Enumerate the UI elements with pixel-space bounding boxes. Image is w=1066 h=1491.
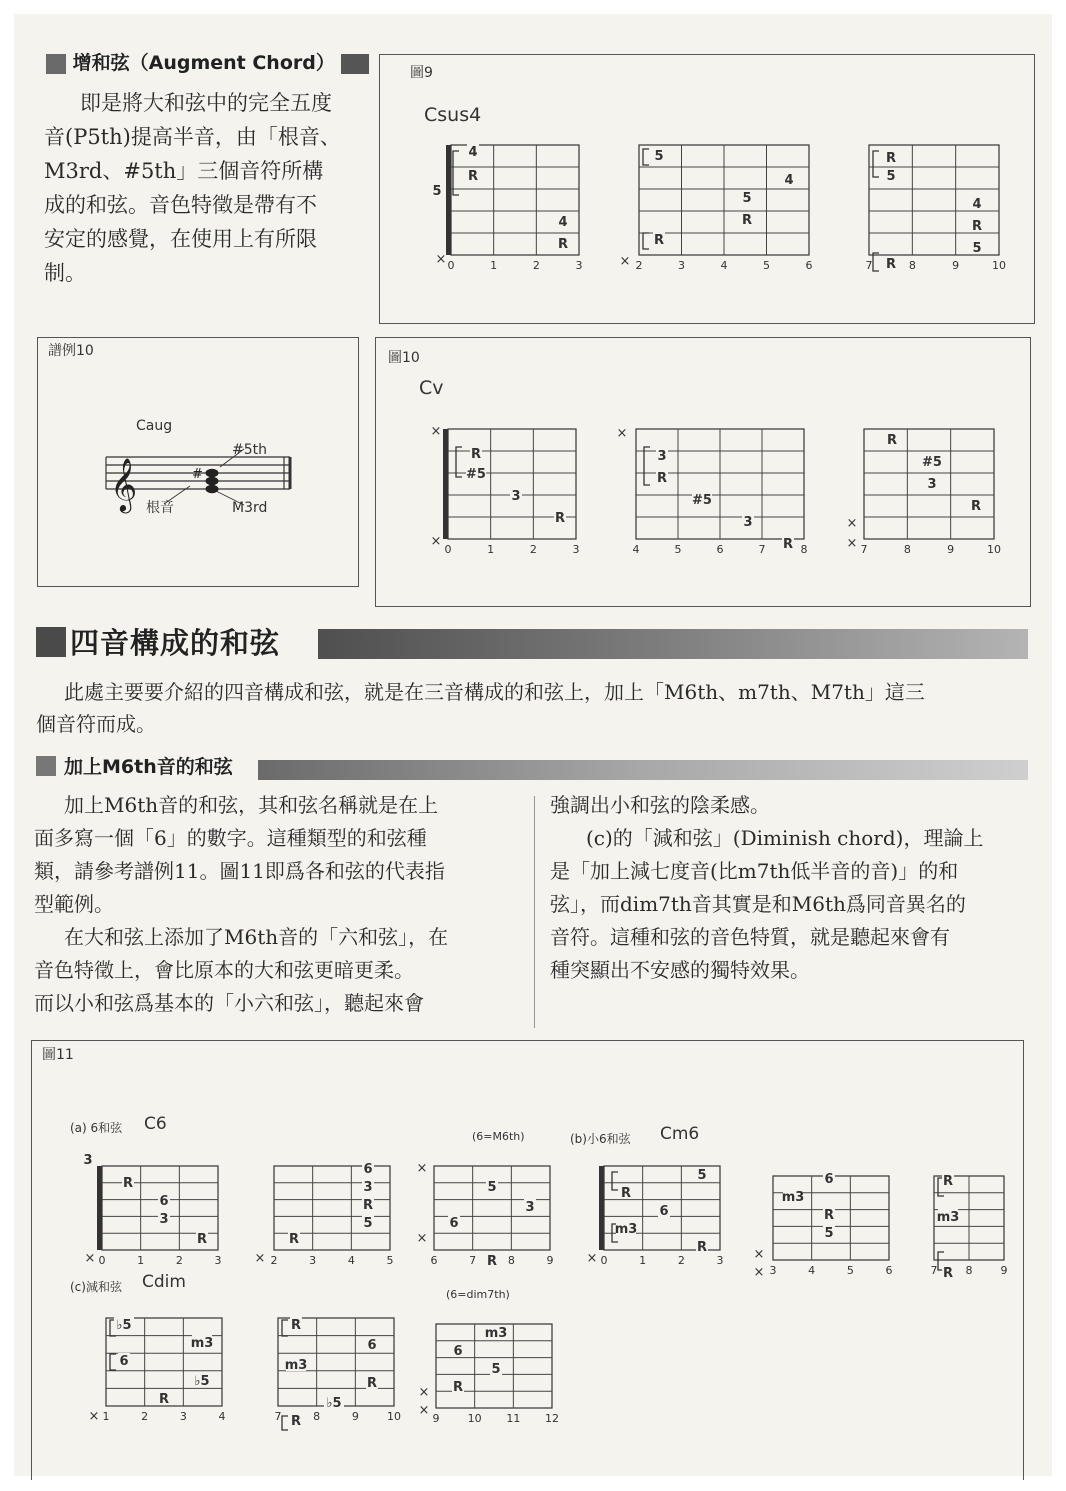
fret-number: 0 <box>447 259 455 272</box>
fret-number: 4 <box>808 1264 816 1277</box>
figure-9-chord-name: Csus4 <box>424 104 482 126</box>
fret-number: 7 <box>469 1254 477 1267</box>
fret-number: 1 <box>487 543 495 556</box>
muted-string-mark: × <box>586 1251 598 1266</box>
muted-string-mark: × <box>84 1251 96 1266</box>
finger-dot: m3 <box>781 1190 805 1205</box>
finger-dot: R <box>782 537 794 552</box>
fret-number: 10 <box>387 1410 401 1423</box>
finger-dot: 4 <box>558 215 568 230</box>
fig9-diagram-1 <box>419 127 589 282</box>
cdim-diagram-1 <box>72 1294 226 1424</box>
finger-dot: R <box>362 1198 374 1213</box>
finger-dot: 6 <box>367 1338 377 1353</box>
muted-string-mark: × <box>416 1231 428 1246</box>
fret-number: 3 <box>769 1264 777 1277</box>
muted-string-mark: × <box>430 534 442 549</box>
fret-position-label: 5 <box>432 184 442 199</box>
caug-chord-label: Caug <box>136 418 173 434</box>
m6-heading-marker <box>36 756 56 776</box>
augment-line-2: 音(P5th)提高半音，由「根音、 <box>44 125 341 149</box>
fret-number: 2 <box>635 259 643 272</box>
heading-bar-icon <box>341 54 369 74</box>
fret-number: 2 <box>677 1254 685 1267</box>
fret-number: 4 <box>347 1254 355 1267</box>
group-a-note: (6=M6th) <box>472 1130 525 1143</box>
fig9-diagram-2 <box>609 127 813 282</box>
fret-number: 2 <box>141 1410 149 1423</box>
finger-dot: 3 <box>657 449 667 464</box>
finger-dot: #5 <box>922 455 942 470</box>
fret-number: 9 <box>432 1412 440 1425</box>
fret-number: 7 <box>930 1264 938 1277</box>
m6-left-line-2: 面多寫一個「6」的數字。這種類型的和弦種 <box>34 826 427 850</box>
fret-number: 6 <box>716 543 724 556</box>
fret-number: 6 <box>430 1254 438 1267</box>
section-title-bar <box>36 621 1028 667</box>
fret-number: 6 <box>885 1264 893 1277</box>
fret-number: 3 <box>575 259 583 272</box>
finger-dot: 6 <box>449 1216 459 1231</box>
c6-diagram-1 <box>72 1140 222 1270</box>
augment-heading <box>46 48 369 75</box>
finger-dot: 5 <box>742 191 752 206</box>
m6-left-line-5: 在大和弦上添加了M6th音的「六和弦」，在 <box>64 925 449 949</box>
fig10-diagram-2 <box>604 407 808 562</box>
finger-dot: R <box>885 151 897 166</box>
m6-right-text <box>550 789 1040 987</box>
finger-dot: 4 <box>784 173 794 188</box>
m3rd-annotation: M3rd <box>232 500 268 516</box>
group-a-chord-name: C6 <box>144 1114 167 1134</box>
fret-number: 2 <box>529 543 537 556</box>
barre-bracket <box>873 151 879 177</box>
fret-number: 9 <box>351 1410 359 1423</box>
section-intro-line-2: 個音符而成。 <box>36 712 156 736</box>
barre-bracket <box>453 151 459 195</box>
nut-bar <box>97 1166 102 1250</box>
cdim-diagram-3 <box>402 1300 559 1430</box>
group-b-chord-name: Cm6 <box>660 1124 700 1144</box>
cm6-diagram-1 <box>574 1140 724 1270</box>
muted-string-mark: × <box>430 424 442 439</box>
svg-text:#: # <box>192 467 203 482</box>
fret-number: 1 <box>639 1254 647 1267</box>
finger-dot: m3 <box>614 1222 638 1237</box>
finger-dot: R <box>290 1318 302 1333</box>
nut-bar <box>446 145 451 255</box>
augment-line-6: 制。 <box>44 261 86 285</box>
fret-number: 8 <box>965 1264 973 1277</box>
finger-dot: m3 <box>190 1336 214 1351</box>
muted-string-mark: × <box>418 1385 430 1400</box>
fret-number: 0 <box>600 1254 608 1267</box>
finger-dot: 4 <box>468 145 478 160</box>
section-title-gradient <box>318 629 1028 659</box>
figure-10-chord-name: Cv <box>419 377 444 399</box>
muted-string-mark: × <box>418 1403 430 1418</box>
finger-dot: R <box>741 213 753 228</box>
finger-dot: m3 <box>484 1326 508 1341</box>
fret-number: 7 <box>865 259 873 272</box>
cm6-diagram-2 <box>741 1146 893 1280</box>
barre-bracket <box>612 1172 618 1190</box>
root-annotation: 根音 <box>146 500 174 516</box>
fret-number: 1 <box>137 1254 145 1267</box>
m6-left-line-7: 而以小和弦爲基本的「小六和弦」，聽起來會 <box>34 991 424 1015</box>
fret-number: 8 <box>313 1410 321 1423</box>
fret-number: 1 <box>490 259 498 272</box>
finger-dot: 3 <box>927 477 937 492</box>
muted-string-mark: × <box>846 536 858 551</box>
augment-line-5: 安定的感覺，在使用上有所限 <box>44 227 317 251</box>
finger-dot: ♭5 <box>116 1318 132 1333</box>
fret-number: 8 <box>507 1254 515 1267</box>
fret-number: 9 <box>952 259 960 272</box>
fret-number: 8 <box>800 543 808 556</box>
fret-number: 6 <box>805 259 813 272</box>
augment-line-3: M3rd、#5th」三個音符所構 <box>44 159 324 183</box>
fig9-diagram-3 <box>839 127 1009 282</box>
finger-dot: R <box>290 1414 302 1429</box>
fret-number: 3 <box>572 543 580 556</box>
fig10-diagram-3 <box>832 407 1002 562</box>
fret-number: 1 <box>102 1410 110 1423</box>
barre-bracket <box>110 1354 116 1370</box>
finger-dot: m3 <box>284 1358 308 1373</box>
barre-bracket <box>282 1320 288 1336</box>
finger-dot: R <box>620 1186 632 1201</box>
finger-dot: 3 <box>363 1180 373 1195</box>
finger-dot: 3 <box>511 489 521 504</box>
sharp-5th-annotation: #5th <box>232 442 267 458</box>
finger-dot: R <box>470 447 482 462</box>
fret-number: 10 <box>987 543 1001 556</box>
fret-number: 7 <box>758 543 766 556</box>
muted-string-mark: × <box>753 1265 765 1280</box>
fret-number: 3 <box>214 1254 222 1267</box>
fret-number: 9 <box>1000 1264 1008 1277</box>
c6-diagram-3 <box>402 1140 552 1270</box>
m6-left-text <box>34 789 529 1020</box>
finger-dot: R <box>486 1254 498 1269</box>
fret-number: 3 <box>716 1254 724 1267</box>
fret-number: 7 <box>860 543 868 556</box>
finger-dot: 3 <box>743 515 753 530</box>
section-title: 四音構成的和弦 <box>70 626 281 660</box>
m6-right-line-3: 是「加上減七度音(比m7th低半音的音)」的和 <box>550 859 959 883</box>
finger-dot: 4 <box>972 197 982 212</box>
finger-dot: R <box>886 433 898 448</box>
muted-string-mark: × <box>753 1247 765 1262</box>
m6-right-line-4: 弦」，而dim7th音其實是和M6th爲同音異名的 <box>550 892 966 916</box>
m6-left-line-3: 類，請參考譜例11。圖11即爲各和弦的代表指 <box>34 859 445 883</box>
fret-number: 9 <box>546 1254 554 1267</box>
finger-dot: R <box>970 499 982 514</box>
fret-number: 3 <box>179 1410 187 1423</box>
fret-number: 0 <box>98 1254 106 1267</box>
fret-number: 8 <box>908 259 916 272</box>
finger-dot: 5 <box>363 1216 373 1231</box>
m6-left-line-6: 音色特徵上，會比原本的大和弦更暗更柔。 <box>34 958 414 982</box>
finger-dot: R <box>885 257 897 272</box>
section-intro-line-1: 此處主要要介紹的四音構成和弦，就是在三音構成的和弦上，加上「M6th、m7th、M7th」這三 <box>64 680 925 704</box>
fret-number: 4 <box>218 1410 226 1423</box>
finger-dot: R <box>653 233 665 248</box>
augment-line-4: 成的和弦。音色特徵是帶有不 <box>44 193 317 217</box>
cm6-diagram-3 <box>904 1146 1014 1281</box>
finger-dot: 5 <box>824 1226 834 1241</box>
figure-9-label: 圖9 <box>410 65 433 81</box>
muted-string-mark: × <box>616 426 628 441</box>
finger-dot: R <box>656 471 668 486</box>
figure-10-label: 圖10 <box>388 350 420 366</box>
m6-heading-gradient <box>258 760 1028 780</box>
barre-bracket <box>873 253 879 271</box>
finger-dot: 3 <box>159 1212 169 1227</box>
nut-bar <box>443 429 448 539</box>
fret-number: 8 <box>903 543 911 556</box>
m6-left-line-4: 型範例。 <box>34 892 114 916</box>
group-c-label: (c)減和弦 <box>70 1280 122 1294</box>
finger-dot: R <box>122 1176 134 1191</box>
finger-dot: R <box>557 237 569 252</box>
fret-number: 10 <box>467 1412 482 1425</box>
caug-staff <box>104 412 304 522</box>
finger-dot: #5 <box>466 467 486 482</box>
cdim-diagram-2 <box>244 1294 401 1429</box>
muted-string-mark: × <box>846 516 858 531</box>
muted-string-mark: × <box>416 1161 428 1176</box>
finger-dot: R <box>696 1240 708 1255</box>
m6-heading: 加上M6th音的和弦 <box>64 756 233 778</box>
finger-dot: R <box>467 169 479 184</box>
finger-dot: ♭5 <box>326 1396 342 1411</box>
finger-dot: R <box>158 1392 170 1407</box>
c6-diagram-2 <box>242 1140 392 1270</box>
fret-number: 2 <box>270 1254 278 1267</box>
finger-dot: 5 <box>972 241 982 256</box>
example-10-label: 譜例10 <box>48 343 94 359</box>
finger-dot: 3 <box>525 1200 535 1215</box>
muted-string-mark: × <box>254 1251 266 1266</box>
fret-number: 11 <box>506 1412 521 1425</box>
fret-number: 7 <box>274 1410 282 1423</box>
finger-dot: 5 <box>654 149 664 164</box>
section-intro <box>36 676 1036 740</box>
treble-clef-icon: 𝄞 <box>110 457 138 511</box>
finger-dot: R <box>942 1266 954 1281</box>
finger-dot: R <box>823 1208 835 1223</box>
finger-dot: R <box>366 1376 378 1391</box>
muted-string-mark: × <box>435 252 447 267</box>
muted-string-mark: × <box>619 254 631 269</box>
finger-dot: 6 <box>659 1204 669 1219</box>
section-title-marker <box>36 627 66 657</box>
fret-number: 3 <box>678 259 685 272</box>
finger-dot: 6 <box>824 1172 834 1187</box>
finger-dot: 6 <box>119 1354 129 1369</box>
fret-number: 5 <box>674 543 682 556</box>
finger-dot: 5 <box>487 1180 497 1195</box>
barre-bracket <box>643 149 649 165</box>
fret-number: 5 <box>386 1254 394 1267</box>
fret-number: 4 <box>632 543 640 556</box>
finger-dot: 6 <box>363 1162 373 1177</box>
nut-bar <box>599 1166 604 1250</box>
finger-dot: ♭5 <box>194 1374 210 1389</box>
group-a-label: (a) 6和弦 <box>70 1121 123 1135</box>
fret-number: 2 <box>175 1254 183 1267</box>
fret-number: 5 <box>763 259 770 272</box>
finger-dot: R <box>288 1232 300 1247</box>
group-c-note: (6=dim7th) <box>446 1288 510 1301</box>
fret-number: 9 <box>947 543 955 556</box>
finger-dot: m3 <box>936 1210 960 1225</box>
fret-number: 0 <box>444 543 452 556</box>
fret-number: 4 <box>720 259 728 272</box>
finger-dot: 5 <box>886 169 896 184</box>
m6-right-line-1: 強調出小和弦的陰柔感。 <box>550 793 770 817</box>
m6-right-line-5: 音符。這種和弦的音色特質，就是聽起來會有 <box>550 925 950 949</box>
augment-text <box>44 86 379 290</box>
column-divider <box>534 796 535 1028</box>
fig10-diagram-1 <box>412 407 582 562</box>
m6-left-line-1: 加上M6th音的和弦，其和弦名稱就是在上 <box>64 793 439 817</box>
barre-bracket <box>644 447 650 485</box>
finger-dot: 6 <box>453 1344 463 1359</box>
finger-dot: R <box>942 1174 954 1189</box>
fret-number: 5 <box>846 1264 854 1277</box>
finger-dot: R <box>196 1232 208 1247</box>
m6-right-line-6: 種突顯出不安感的獨特效果。 <box>550 958 810 982</box>
augment-heading-text: 增和弦（Augment Chord） <box>72 52 335 74</box>
m6-heading-bar <box>36 752 1028 782</box>
fret-number: 3 <box>309 1254 317 1267</box>
page <box>14 14 1052 1476</box>
muted-string-mark: × <box>88 1409 100 1424</box>
finger-dot: 5 <box>491 1362 501 1377</box>
fret-number: 12 <box>545 1412 559 1425</box>
finger-dot: 5 <box>697 1168 707 1183</box>
finger-dot: 6 <box>159 1194 169 1209</box>
figure-11-label: 圖11 <box>42 1047 74 1063</box>
group-c-chord-name: Cdim <box>142 1272 186 1292</box>
finger-dot: #5 <box>692 493 712 508</box>
m6-right-line-2: (c)的「減和弦」(Diminish chord)，理論上 <box>586 826 984 850</box>
augment-line-1: 即是將大和弦中的完全五度 <box>80 91 332 115</box>
fret-position-label: 3 <box>83 1153 93 1168</box>
finger-dot: R <box>554 511 566 526</box>
finger-dot: R <box>452 1380 464 1395</box>
fret-number: 2 <box>532 259 540 272</box>
barre-bracket <box>643 233 649 249</box>
finger-dot: R <box>971 219 983 234</box>
fret-number: 10 <box>992 259 1006 272</box>
group-b-label: (b)小6和弦 <box>570 1132 631 1146</box>
heading-marker-icon <box>46 54 66 74</box>
